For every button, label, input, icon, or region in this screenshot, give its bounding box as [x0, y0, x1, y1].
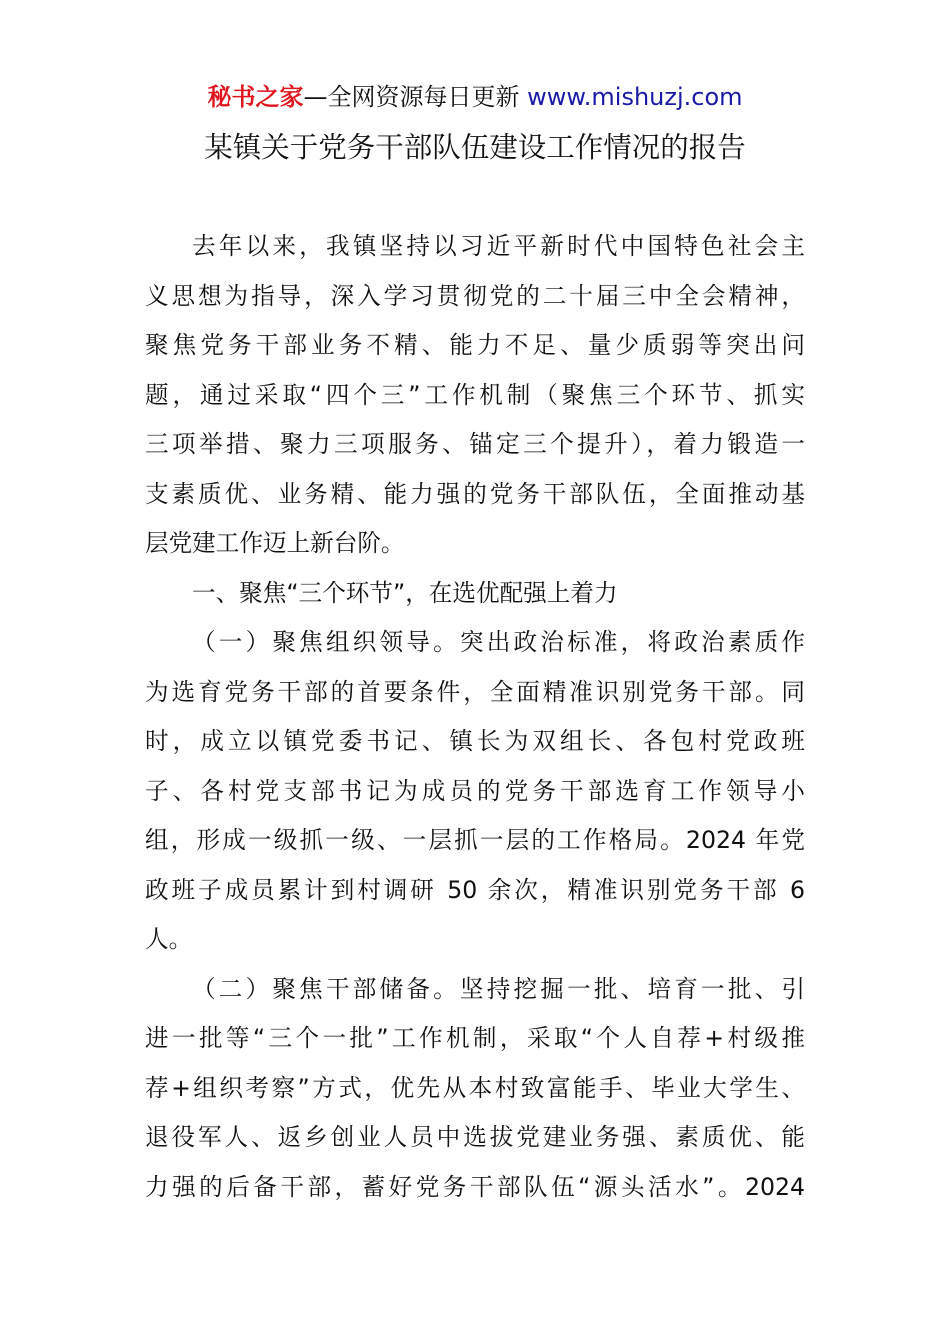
- document-body: [145, 222, 805, 1212]
- document-title: 某镇关于党务干部队伍建设工作情况的报告: [204, 131, 746, 164]
- body-line: 题，通过采取“四个三”工作机制（聚焦三个环节、抓实: [145, 380, 805, 409]
- body-line: 子、各村党支部书记为成员的党务干部选育工作领导小: [145, 776, 805, 805]
- body-line: （一）聚焦组织领导。突出政治标准，将政治素质作: [192, 628, 805, 656]
- body-line: （二）聚焦干部储备。坚持挖掘一批、培育一批、引: [192, 974, 805, 1003]
- site-tagline: —全网资源每日更新: [303, 83, 528, 111]
- section-heading: 一、聚焦“三个环节”，在选优配强上着力: [192, 578, 618, 607]
- site-url-link[interactable]: www.mishuzj.com: [527, 83, 743, 111]
- body-line: 荐+组织考察”方式，优先从本村致富能手、毕业大学生、: [145, 1073, 805, 1102]
- body-line: 时，成立以镇党委书记、镇长为双组长、各包村党政班: [145, 727, 805, 755]
- body-line: 义思想为指导，深入学习贯彻党的二十届三中全会精神，: [145, 281, 805, 310]
- body-line: 聚焦党务干部业务不精、能力不足、量少质弱等突出问: [145, 331, 805, 359]
- site-brand: 秘书之家: [207, 83, 304, 111]
- body-line: 三项举措、聚力三项服务、锚定三个提升），着力锻造一: [145, 430, 805, 458]
- body-line: 退役军人、返乡创业人员中选拔党建业务强、素质优、能: [145, 1123, 805, 1151]
- body-line: 进一批等“三个一批”工作机制，采取“个人自荐+村级推: [145, 1024, 805, 1052]
- body-line: 组，形成一级抓一级、一层抓一层的工作格局。2024 年党: [145, 826, 805, 854]
- body-line: 力强的后备干部，蓄好党务干部队伍“源头活水”。2024: [145, 1172, 805, 1201]
- body-line: 去年以来，我镇坚持以习近平新时代中国特色社会主: [192, 232, 805, 260]
- body-line: 支素质优、业务精、能力强的党务干部队伍，全面推动基: [145, 479, 805, 508]
- body-line: 人。: [145, 925, 193, 953]
- body-line: 政班子成员累计到村调研 50 余次，精准识别党务干部 6: [145, 875, 805, 904]
- body-line: 层党建工作迈上新台阶。: [145, 529, 405, 557]
- site-header: [0, 80, 950, 114]
- body-line: 为选育党务干部的首要条件，全面精准识别党务干部。同: [145, 677, 805, 706]
